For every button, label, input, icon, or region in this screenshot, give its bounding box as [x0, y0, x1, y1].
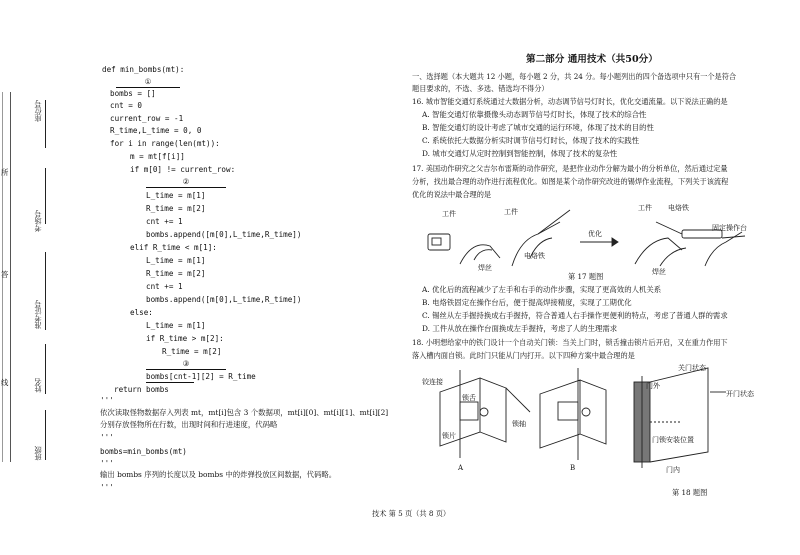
ticket-label: 准考证号 [33, 300, 42, 329]
fig17-label-iron-2: 电烙铁 [668, 204, 689, 212]
code-line-25: bombs=min_bombs(mt) [100, 447, 187, 456]
code-line-14: R_time = m[2] [146, 269, 206, 278]
q18-stem-2: 落入槽内面自锁。此时门只能从门内打开。以下四种方案中最合理的是 [412, 351, 635, 360]
note-line-1: 依次读取怪物数据存入列表 mt，mt[i]包含 3 个数据项，mt[i][0]、mt[i][1]、mt[i][2] [100, 408, 389, 417]
q17-stem-1: 17. 美国动作研究之父吉尔布雷斯的动作研究，是把作业动作分解为最小的分析单位，然后通过定量 [412, 164, 728, 173]
code-line-9: R_time = m[2] [146, 204, 206, 213]
page-footer: 技术 第 5 页（共 8 页） [372, 509, 451, 518]
fig18-label-b: B [570, 464, 576, 472]
code-line-12: elif R_time < m[1]: [130, 243, 217, 252]
room-label: 考场号 [33, 210, 42, 232]
code-line-5: for i in range(len(mt)): [110, 139, 220, 148]
name-blank[interactable] [45, 344, 46, 394]
code-line-10: cnt += 1 [146, 217, 183, 226]
intro-line-1: 一、选择题（本大题共 12 小题，每小题 2 分，共 24 分。每小题列出的四个备选项中只有一个是符合 [412, 72, 737, 81]
fig18-label-a: A [458, 464, 464, 472]
code-line-17: else: [130, 308, 153, 317]
code-line-6: m = mt[f[i]] [130, 152, 185, 161]
q17-opt-b[interactable]: B. 电烙铁固定在操作台后，便于提高焊接精度，实现了工期优化 [422, 298, 632, 307]
fig18-label-axle: 锁轴 [512, 420, 526, 428]
blank-2[interactable]: ② [146, 176, 226, 188]
code-line-7: if m[0] != current_row: [130, 165, 236, 174]
q16-opt-a[interactable]: A. 智能交通灯依靠摄像头动态调节信号灯时长，体现了技术的综合性 [422, 110, 647, 119]
blank-3[interactable]: ③ [146, 358, 226, 370]
q17-stem-2: 分析，找出最合理的动作进行流程优化。如图是某个动作研究改进的锡焊作业流程，下列关于该流程 [412, 177, 729, 186]
margin-char-2: 答 [1, 270, 9, 279]
code-line-18: L_time = m[1] [146, 321, 206, 330]
margin-char-1: 所 [1, 168, 9, 177]
seat-blank[interactable] [45, 100, 46, 148]
code-line-22: return bombs [114, 385, 169, 394]
fig17-label-workpiece-2: 工件 [504, 208, 518, 216]
fig18-label-hinge: 铰连接 [422, 378, 443, 386]
intro-line-2: 题目要求的，不选、多选、错选均不得分） [412, 84, 549, 93]
fig17-label-optimize: 优化 [588, 230, 602, 238]
q18-stem-1: 18. 小明想给家中的铁门设计一个自动关门锁：当关上门时，锁舌撞击锁片后开启，又在重力作用下 [412, 338, 728, 347]
q16-stem: 16. 城市智能交通灯系统通过大数据分析，动态调节信号灯时长，优化交通流量。以下说法正确的是 [412, 97, 728, 106]
fig18-label-lock-pos: 门锁安装位置 [652, 436, 694, 444]
class-blank[interactable] [45, 410, 46, 460]
fig17-label-iron-1: 电烙铁 [524, 252, 545, 260]
note-line-2: 分别存放怪物所在行数，出现时间和行进速度，代码略 [100, 420, 278, 429]
fig17-label-solder-1: 焊丝 [478, 264, 492, 272]
q17-opt-d[interactable]: D. 工件从放在操作台面换成左手握持，考虑了人的生理需求 [422, 324, 618, 333]
q17-opt-c[interactable]: C. 锡丝从左手握持换成右手握持，符合普通人右手操作更便利的特点，考虑了普通人群的需求 [422, 311, 728, 320]
figure-18 [420, 362, 770, 482]
code-line-13: L_time = m[1] [146, 256, 206, 265]
fig18-label-inside: 门内 [666, 466, 680, 474]
fig18-label-open: 开门状态 [726, 390, 754, 398]
note-line-3: 输出 bombs 序列的长度以及 bombs 中的炸弹投放区间数据，代码略。 [100, 470, 337, 479]
blank-1[interactable]: ① [116, 76, 180, 88]
code-line-21b: bombs[cnt-1][2] = R_time [146, 372, 256, 381]
fig17-label-workpiece-3: 工件 [638, 204, 652, 212]
fig18-label-tongue: 锁舌 [462, 394, 476, 402]
code-line-19: if R_time > m[2]: [146, 334, 224, 343]
fig18-label-plate: 锁片 [442, 432, 456, 440]
margin-char-4: 线 [1, 378, 9, 387]
code-line-1: bombs = [] [110, 89, 156, 98]
fig17-caption: 第 17 题图 [568, 272, 604, 281]
binding-line [10, 92, 11, 462]
room-blank[interactable] [45, 168, 46, 224]
code-line-16: bombs.append([m[0],L_time,R_time]) [146, 295, 302, 304]
fig18-label-outside: 门外 [646, 382, 660, 390]
code-line-4: R_time,L_time = 0, 0 [110, 126, 202, 135]
code-line-15: cnt += 1 [146, 282, 183, 291]
seat-label: 座位号 [33, 100, 42, 122]
fig17-label-solder-2: 焊丝 [652, 268, 666, 275]
class-label: 班级 [33, 446, 42, 461]
section-title: 第二部分 通用技术（共50分） [526, 54, 658, 65]
code-line-24: ''' [100, 433, 114, 442]
code-line-2: cnt = 0 [110, 101, 143, 110]
q17-stem-3: 优化的说法中最合理的是 [412, 190, 492, 199]
code-line-27: ''' [100, 483, 114, 492]
q16-opt-b[interactable]: B. 智能交通灯的设计考虑了城市交通的运行环境，体现了技术的目的性 [422, 123, 654, 132]
ticket-blank[interactable] [45, 252, 46, 330]
code-line-3: current_row = -1 [110, 114, 184, 123]
code-line-20: R_time = m[2] [162, 347, 222, 356]
code-line-8: L_time = m[1] [146, 191, 206, 200]
figure-17 [420, 200, 770, 275]
code-line-11: bombs.append([m[0],L_time,R_time]) [146, 230, 302, 239]
name-label: 姓名 [33, 378, 42, 393]
code-line-0: def min_bombs(mt): [102, 65, 185, 74]
q16-opt-c[interactable]: C. 系统依托大数据分析实时调节信号灯时长，体现了技术的实践性 [422, 136, 640, 145]
fig18-label-closed: 关门状态 [678, 364, 706, 372]
fig17-label-platform: 固定操作台 [712, 224, 747, 232]
code-line-26: ''' [100, 459, 114, 468]
q17-opt-a[interactable]: A. 优化后的流程减少了左手和右手的动作步骤，实现了更高效的人机关系 [422, 285, 662, 294]
q16-opt-d[interactable]: D. 城市交通灯从定时控制到智能控制，体现了技术的复杂性 [422, 149, 618, 158]
fig18-caption: 第 18 题图 [672, 488, 708, 497]
code-line-23: ''' [100, 396, 114, 405]
fig17-label-workpiece-1: 工件 [442, 210, 456, 218]
